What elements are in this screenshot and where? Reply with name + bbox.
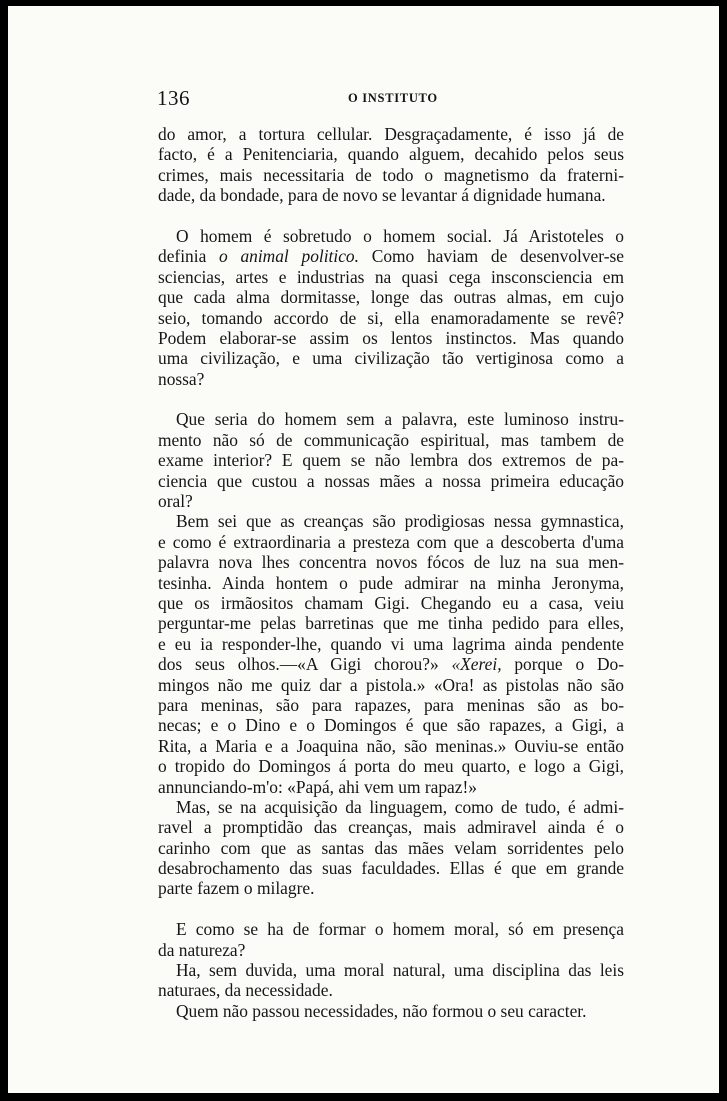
italic-phrase: «Xerei, [451,654,502,675]
italic-phrase: o animal politico. [219,246,359,267]
running-title: O INSTITUTO [348,91,438,105]
text-line: sciencias, artes e industrias na quasi cega insconsciencia em [158,266,624,287]
text-fragment: porque o Do- [514,654,624,675]
paragraph-6 [158,919,624,960]
text-line [158,654,624,674]
text-line: annunciando-m'o: «Papá, ahi vem um rapaz!» [158,776,477,797]
page-header [8,86,719,116]
text-line: facto, é a Penitenciaria, quando alguem, decahido pelos seus [158,144,624,165]
text-line: desabrochamento das suas faculdades. Ellas é que em grande [158,858,624,879]
paragraph-2 [158,226,624,389]
paragraph-3 [158,409,624,511]
text-line: uma civilização, e uma civilização tão vertiginosa como a [158,348,624,369]
text-line: ravel a promptidão das creanças, mais admiravel ainda é o [158,817,624,838]
text-line: E como se ha de formar o homem moral, só em presença [176,919,624,940]
text-line: dade, da bondade, para de novo se levantar á dignidade humana. [158,185,606,206]
text-line: Podem elaborar-se assim os lentos instinctos. Mas quando [158,327,624,348]
text-line: seio, tomando accordo de si, ella enamoradamente se revê? [158,307,624,328]
text-line: Quem não passou necessidades, não formou o seu caracter. [176,1000,587,1021]
paragraph-1 [158,124,624,206]
text-line: que cada alma dormitasse, longe das outras almas, em cujo [158,287,624,308]
text-line: que os irmãositos chamam Gigi. Chegando eu a casa, veiu [158,592,624,613]
text-line: e como é extraordinaria a presteza com que a descoberta d'uma [158,531,624,552]
text-line [158,246,624,266]
text-line: do amor, a tortura cellular. Desgraçadamente, é isso já de [158,124,624,144]
paragraph-5 [158,797,624,899]
text-line: parte fazem o milagre. [158,878,315,899]
paragraph-4 [158,511,624,796]
page-number: 136 [157,86,190,110]
text-line: tesinha. Ainda hontem o pude admirar na minha Jeronyma, [158,572,624,593]
text-line: mento não só de communicação espiritual, mas tambem de [158,429,624,450]
text-line: nossa? [158,368,205,389]
text-line: Bem sei que as creanças são prodigiosas nessa gymnastica, [176,511,624,532]
text-line: carinho com que as santas das mães velam sorridentes pelo [158,837,624,858]
text-line: naturaes, da necessidade. [158,980,333,1001]
text-fragment: dos seus olhos.—«A Gigi chorou?» [158,654,439,675]
paragraph-7 [158,960,624,1001]
text-line: Rita, a Maria e a Joaquina não, são meninas.» Ouviu-se então [158,735,624,756]
text-line: e eu ia responder-lhe, quando vi uma lagrima ainda pendente [158,633,624,654]
text-line: da natureza? [158,939,246,960]
text-line: perguntar-me pelas barretinas que me tinha pedido para elles, [158,613,624,634]
book-page [8,6,719,1093]
paragraph-8 [158,1001,624,1021]
text-line: oral? [158,491,193,512]
text-line: palavra nova lhes concentra novos fócos de luz na sua men- [158,552,624,573]
text-line: necas; e o Dino e o Domingos é que são rapazes, a Gigi, a [158,715,624,736]
body-text [158,124,624,1021]
text-line: O homem é sobretudo o homem social. Já Aristoteles o [176,225,624,246]
text-fragment: Como haviam de desenvolver-se [371,246,624,267]
text-line: Que seria do homem sem a palavra, este luminoso instru- [176,409,624,430]
text-line: para meninas, são para rapazes, para meninas são as bo- [158,694,624,715]
text-line: Ha, sem duvida, uma moral natural, uma disciplina das leis [176,960,624,981]
text-line: crimes, mais necessitaria de todo o magnetismo da fraterni- [158,164,624,185]
text-line: ciencia que custou a nossas mães a nossa primeira educação [158,470,624,491]
text-line: o tropido do Domingos á porta do meu quarto, e logo a Gigi, [158,756,624,777]
text-line: mingos não me quiz dar a pistola.» «Ora! as pistolas não são [158,674,624,695]
text-line: exame interior? E quem se não lembra dos extremos de pa- [158,450,624,471]
text-fragment: definia [158,246,207,267]
text-line: Mas, se na acquisição da linguagem, como de tudo, é admi- [176,796,624,817]
